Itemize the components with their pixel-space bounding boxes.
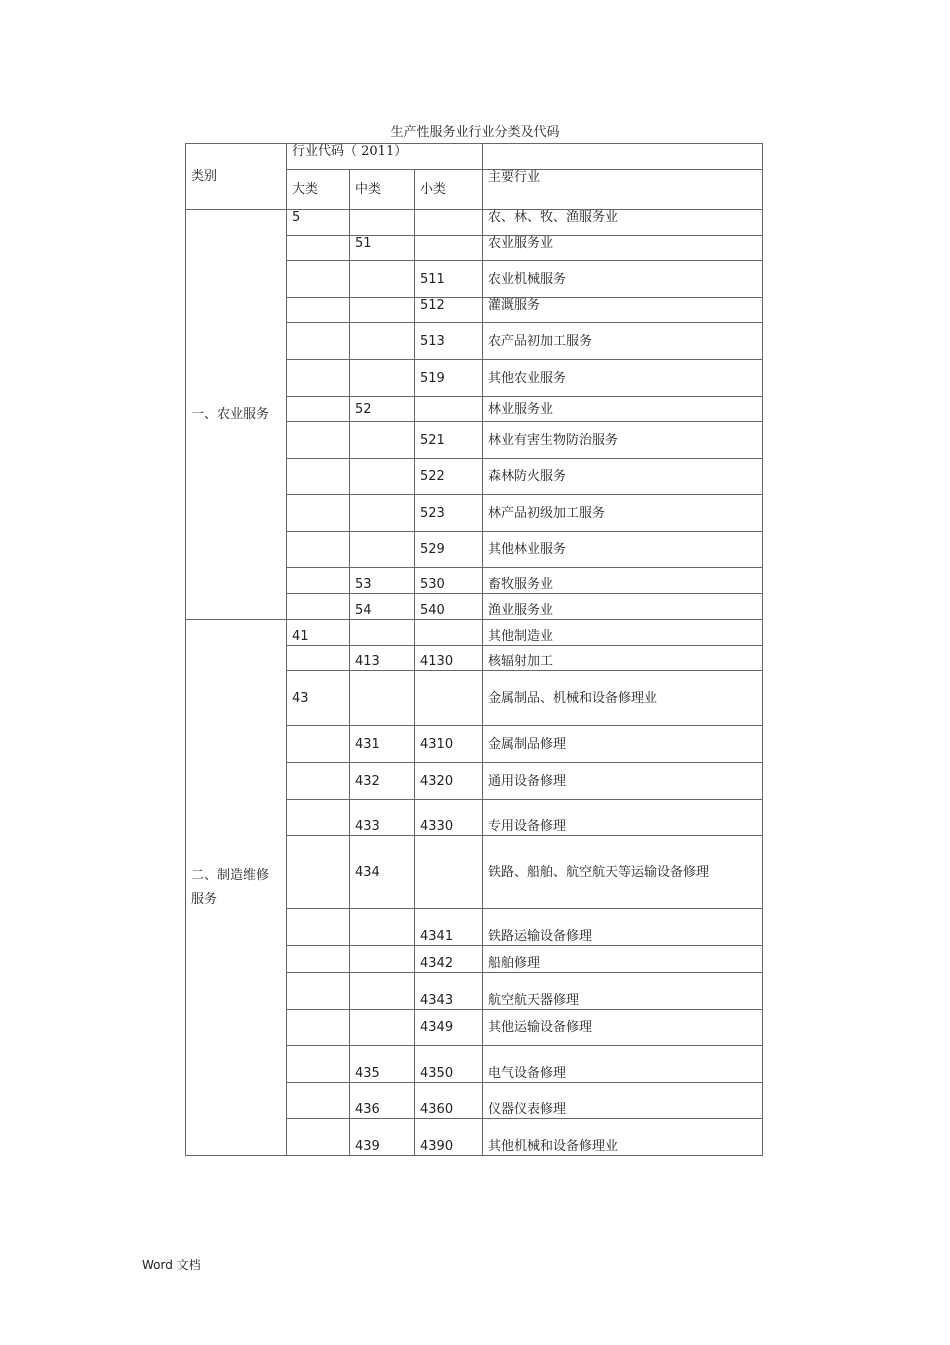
code-major xyxy=(287,800,350,836)
header-minor: 小类 xyxy=(415,170,483,210)
code-major xyxy=(287,261,350,298)
code-major xyxy=(287,646,350,671)
industry-name: 铁路、船舶、航空航天等运输设备修理 xyxy=(483,836,763,909)
industry-name: 林业服务业 xyxy=(483,397,763,422)
code-medium: 413 xyxy=(350,646,415,671)
group-category: 二、制造维修服务 xyxy=(186,620,287,1156)
table-row xyxy=(186,210,763,236)
code-minor xyxy=(415,836,483,909)
code-major xyxy=(287,909,350,946)
industry-name: 金属制品、机械和设备修理业 xyxy=(483,671,763,726)
code-medium: 54 xyxy=(350,594,415,620)
header-code-group: 行业代码（ 2011） xyxy=(287,144,483,170)
industry-name: 仪器仪表修理 xyxy=(483,1083,763,1119)
code-minor: 521 xyxy=(415,422,483,459)
code-major xyxy=(287,836,350,909)
code-medium: 439 xyxy=(350,1119,415,1156)
code-medium: 432 xyxy=(350,763,415,800)
code-medium xyxy=(350,973,415,1010)
industry-name: 渔业服务业 xyxy=(483,594,763,620)
code-major xyxy=(287,1083,350,1119)
code-medium: 436 xyxy=(350,1083,415,1119)
code-medium xyxy=(350,323,415,360)
code-medium xyxy=(350,261,415,298)
industry-name: 林产品初级加工服务 xyxy=(483,495,763,532)
industry-name: 畜牧服务业 xyxy=(483,568,763,594)
code-minor: 540 xyxy=(415,594,483,620)
table-row xyxy=(186,620,763,646)
code-minor: 4349 xyxy=(415,1010,483,1046)
code-medium: 434 xyxy=(350,836,415,909)
code-medium xyxy=(350,620,415,646)
industry-name: 专用设备修理 xyxy=(483,800,763,836)
code-minor: 519 xyxy=(415,360,483,397)
header-category: 类别 xyxy=(186,144,287,210)
industry-name: 其他林业服务 xyxy=(483,532,763,568)
code-medium xyxy=(350,1010,415,1046)
code-major xyxy=(287,763,350,800)
footer-label: Word 文档 xyxy=(142,1258,201,1272)
code-major xyxy=(287,1046,350,1083)
code-major xyxy=(287,323,350,360)
code-minor xyxy=(415,671,483,726)
code-minor xyxy=(415,236,483,261)
industry-name: 航空航天器修理 xyxy=(483,973,763,1010)
industry-name: 农、林、牧、渔服务业 xyxy=(483,210,763,236)
industry-name: 电气设备修理 xyxy=(483,1046,763,1083)
code-major xyxy=(287,594,350,620)
industry-name: 其他机械和设备修理业 xyxy=(483,1119,763,1156)
industry-name: 农业服务业 xyxy=(483,236,763,261)
code-major xyxy=(287,236,350,261)
industry-name: 核辐射加工 xyxy=(483,646,763,671)
code-medium: 433 xyxy=(350,800,415,836)
code-medium xyxy=(350,210,415,236)
industry-table xyxy=(185,143,763,1156)
code-medium xyxy=(350,532,415,568)
code-major: 41 xyxy=(287,620,350,646)
code-minor: 4342 xyxy=(415,946,483,973)
industry-name: 船舶修理 xyxy=(483,946,763,973)
code-minor: 4360 xyxy=(415,1083,483,1119)
header-blank xyxy=(483,144,763,170)
header-industry: 主要行业 xyxy=(483,170,763,210)
industry-name: 金属制品修理 xyxy=(483,726,763,763)
industry-name: 其他制造业 xyxy=(483,620,763,646)
code-major: 43 xyxy=(287,671,350,726)
code-minor xyxy=(415,397,483,422)
code-medium xyxy=(350,298,415,323)
code-medium xyxy=(350,671,415,726)
code-major xyxy=(287,726,350,763)
code-minor: 529 xyxy=(415,532,483,568)
code-minor: 4130 xyxy=(415,646,483,671)
code-major xyxy=(287,973,350,1010)
code-major xyxy=(287,397,350,422)
code-minor: 522 xyxy=(415,459,483,495)
industry-name: 农产品初加工服务 xyxy=(483,323,763,360)
code-major xyxy=(287,1119,350,1156)
code-medium xyxy=(350,495,415,532)
code-medium xyxy=(350,459,415,495)
code-major xyxy=(287,495,350,532)
code-minor: 512 xyxy=(415,298,483,323)
code-medium xyxy=(350,422,415,459)
code-minor: 511 xyxy=(415,261,483,298)
code-minor: 513 xyxy=(415,323,483,360)
code-minor: 4350 xyxy=(415,1046,483,1083)
industry-name: 铁路运输设备修理 xyxy=(483,909,763,946)
code-medium: 52 xyxy=(350,397,415,422)
industry-name: 通用设备修理 xyxy=(483,763,763,800)
industry-name: 灌溉服务 xyxy=(483,298,763,323)
code-medium: 53 xyxy=(350,568,415,594)
code-major xyxy=(287,459,350,495)
industry-name: 其他农业服务 xyxy=(483,360,763,397)
industry-name: 其他运输设备修理 xyxy=(483,1010,763,1046)
code-major: 5 xyxy=(287,210,350,236)
industry-name: 森林防火服务 xyxy=(483,459,763,495)
code-minor: 4390 xyxy=(415,1119,483,1156)
code-major xyxy=(287,360,350,397)
code-minor: 530 xyxy=(415,568,483,594)
table-body xyxy=(186,210,763,1156)
code-minor xyxy=(415,620,483,646)
page-title: 生产性服务业行业分类及代码 xyxy=(390,125,560,140)
code-major xyxy=(287,298,350,323)
code-minor: 4330 xyxy=(415,800,483,836)
code-minor: 4310 xyxy=(415,726,483,763)
industry-name: 农业机械服务 xyxy=(483,261,763,298)
code-minor: 4320 xyxy=(415,763,483,800)
code-minor: 4343 xyxy=(415,973,483,1010)
group-category: 一、农业服务 xyxy=(186,210,287,620)
code-major xyxy=(287,422,350,459)
code-medium xyxy=(350,946,415,973)
code-medium xyxy=(350,360,415,397)
header-medium: 中类 xyxy=(350,170,415,210)
code-minor xyxy=(415,210,483,236)
code-medium: 51 xyxy=(350,236,415,261)
industry-name: 林业有害生物防治服务 xyxy=(483,422,763,459)
code-major xyxy=(287,568,350,594)
code-medium: 435 xyxy=(350,1046,415,1083)
code-major xyxy=(287,532,350,568)
code-minor: 4341 xyxy=(415,909,483,946)
code-medium xyxy=(350,909,415,946)
code-major xyxy=(287,946,350,973)
header-major: 大类 xyxy=(287,170,350,210)
code-major xyxy=(287,1010,350,1046)
code-minor: 523 xyxy=(415,495,483,532)
code-medium: 431 xyxy=(350,726,415,763)
